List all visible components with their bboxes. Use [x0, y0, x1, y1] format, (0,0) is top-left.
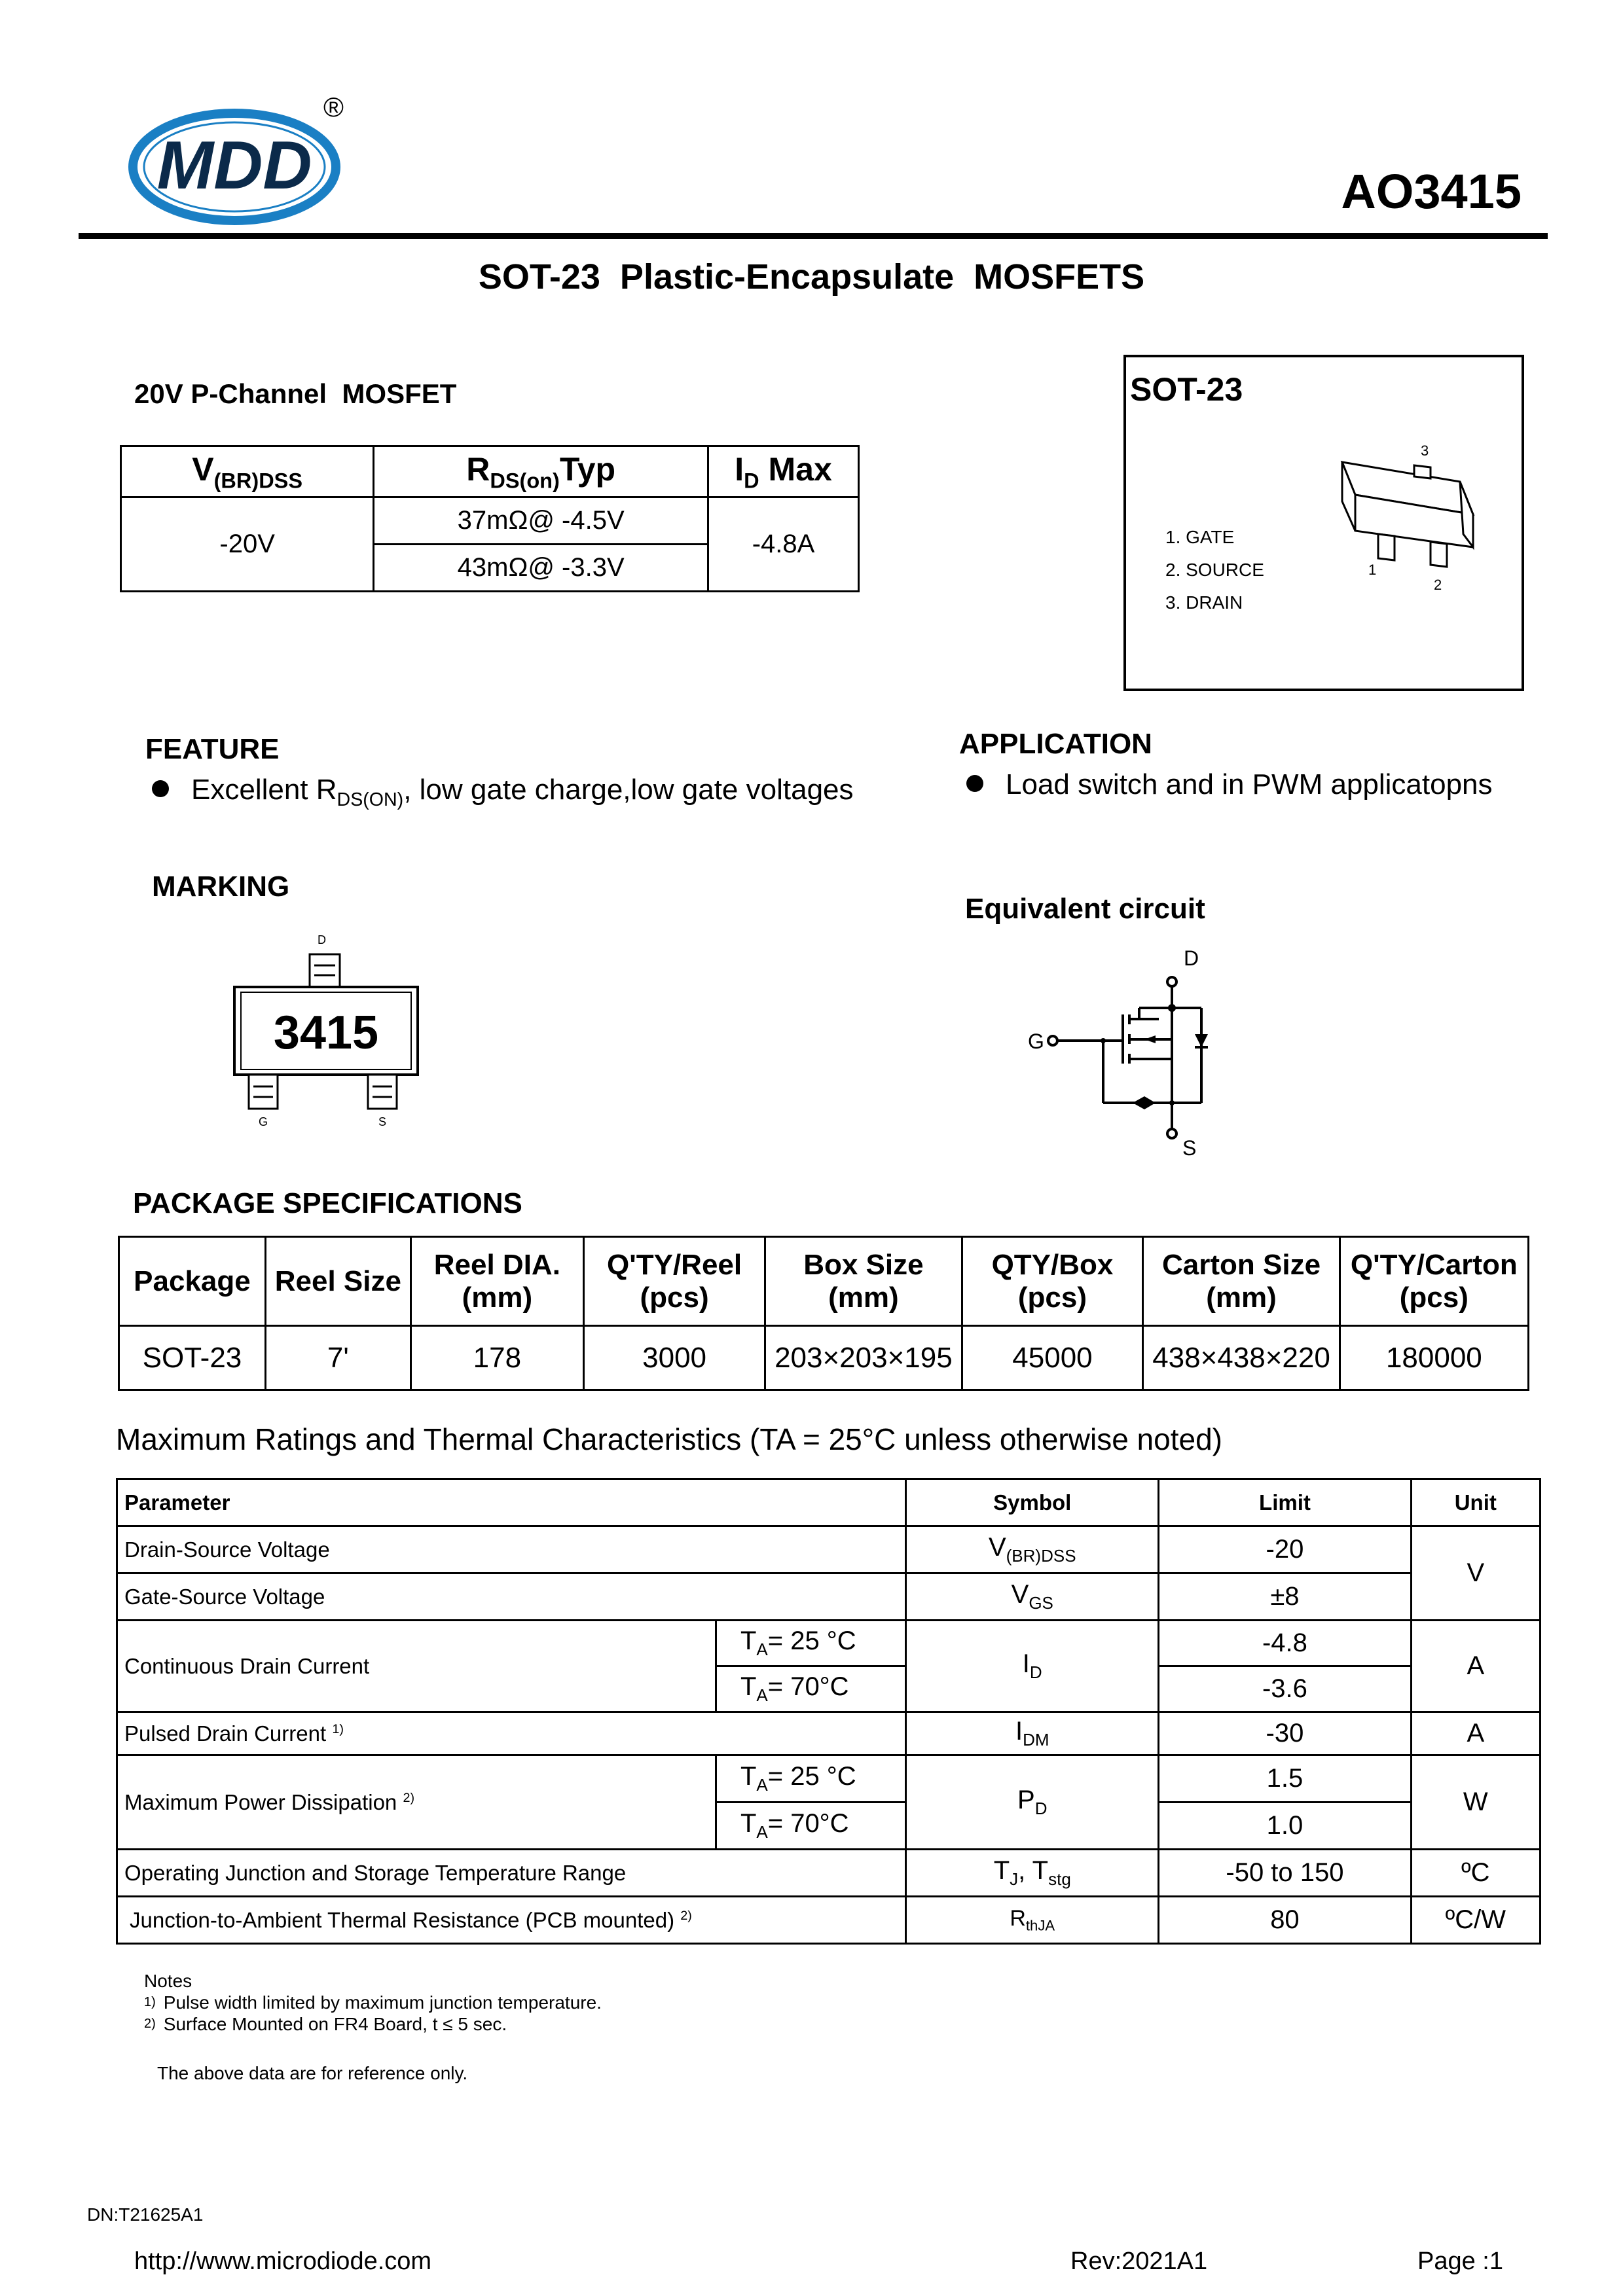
rds-header: $R_{DS(on)}Typ$: [374, 446, 708, 497]
pin-gate: 1. GATE: [1165, 527, 1235, 547]
revision: Rev:2021A1: [1070, 2248, 1208, 2275]
bullet-icon: [152, 780, 169, 797]
marking-pin-s: S: [378, 1115, 387, 1128]
package-spec-title: PACKAGE SPECIFICATIONS: [133, 1187, 522, 1219]
circuit-title: Equivalent circuit: [965, 893, 1205, 925]
summary-table: [120, 445, 860, 592]
max-row-idm: Pulsed Drain Current $^{1)}$ $I_{DM}$ -30 A: [117, 1712, 1541, 1755]
spec-cell-package: SOT-23: [119, 1326, 266, 1390]
vdss-value: -20V: [121, 497, 374, 592]
circuit-label-g: G: [1028, 1030, 1044, 1053]
spec-header-reel-dia: Reel DIA. (mm): [410, 1237, 583, 1326]
registered-mark: ®: [323, 92, 344, 122]
package-box: [1123, 355, 1524, 691]
package-spec-header-row: [119, 1237, 1529, 1326]
note-2: 2) Surface Mounted on FR4 Board, t ≤ 5 sec.: [144, 2014, 507, 2034]
spec-cell-qty-box: 45000: [962, 1326, 1143, 1390]
pin-list: [1165, 521, 1264, 619]
max-row-id-70: $T_A= 70^\circ C$ -3.6: [117, 1666, 1541, 1712]
spec-cell-qty-carton: 180000: [1340, 1326, 1528, 1390]
reference-note: The above data are for reference only.: [157, 2063, 468, 2083]
spec-cell-qty-reel: 3000: [583, 1326, 765, 1390]
marking-drawing: [223, 929, 432, 1139]
id-header: $I_D$ Max: [708, 446, 859, 497]
bullet-icon: [966, 775, 983, 792]
part-number: AO3415: [1341, 164, 1522, 219]
max-row-id-25: Continuous Drain Current $T_A= 25$ °C $I_D$ -4.8 A: [117, 1621, 1541, 1666]
marking-code: 3415: [273, 1007, 379, 1059]
circuit-label-s: S: [1182, 1136, 1197, 1160]
id-value: -4.8A: [708, 497, 859, 592]
notes: [144, 1970, 602, 2035]
circuit-label-d: D: [1184, 946, 1199, 970]
max-row-pd-70: $T_A= 70^\circ C$ 1.0: [117, 1803, 1541, 1850]
spec-cell-reel-size: 7': [265, 1326, 410, 1390]
feature-item: Excellent $R_{DS(ON)}$, low gate charge,low gate voltages: [152, 774, 854, 811]
max-header-limit: Limit: [1159, 1479, 1411, 1526]
application-item: Load switch and in PWM applicatopns: [966, 768, 1493, 801]
logo: [128, 105, 344, 229]
spec-header-qty-reel: Q'TY/Reel (pcs): [583, 1237, 765, 1326]
spec-cell-reel-dia: 178: [410, 1326, 583, 1390]
document-number: DN:T21625A1: [87, 2204, 204, 2225]
package-box-title: SOT-23: [1130, 371, 1243, 408]
marking-pin-d: D: [318, 933, 326, 946]
max-row-vds: Drain-Source Voltage $V_{(BR)DSS}$ -20 V: [117, 1526, 1541, 1573]
spec-cell-carton-size: 438×438×220: [1143, 1326, 1340, 1390]
spec-cell-box-size: 203×203×195: [765, 1326, 962, 1390]
marking-pin-g: G: [259, 1115, 268, 1128]
note-1: 1) Pulse width limited by maximum junction temperature.: [144, 1992, 602, 2013]
spec-header-box-size: Box Size (mm): [765, 1237, 962, 1326]
pin-number-2: 2: [1434, 577, 1442, 593]
pin-number-3: 3: [1421, 442, 1429, 459]
max-ratings-table: [116, 1478, 1541, 1945]
max-ratings-header-row: [117, 1479, 1541, 1526]
max-ratings-title: Maximum Ratings and Thermal Characteristics (TA = 25°C unless otherwise noted): [116, 1422, 1222, 1456]
pin-drain: 3. DRAIN: [1165, 592, 1243, 613]
equivalent-circuit-diagram: [1028, 942, 1244, 1165]
max-header-unit: Unit: [1411, 1479, 1540, 1526]
package-spec-row: [119, 1326, 1529, 1390]
max-header-symbol: Symbol: [906, 1479, 1159, 1526]
package-spec-table: [118, 1236, 1529, 1391]
marking-title: MARKING: [152, 870, 290, 903]
page-title: SOT-23 Plastic-Encapsulate MOSFETS: [478, 257, 1145, 296]
pin-source: 2. SOURCE: [1165, 560, 1264, 580]
pin-number-1: 1: [1368, 562, 1377, 578]
rds-value-1: 37mΩ@ -4.5V: [374, 497, 708, 545]
notes-title: Notes: [144, 1971, 192, 1991]
max-row-pd-25: Maximum Power Dissipation $^{2)}$ $T_A= 25$ °C $P_D$ 1.5 W: [117, 1755, 1541, 1803]
max-row-vgs: Gate-Source Voltage $V_{GS}$ ±8: [117, 1573, 1541, 1621]
website-link[interactable]: http://www.microdiode.com: [134, 2248, 432, 2275]
spec-header-qty-carton: Q'TY/Carton (pcs): [1340, 1237, 1528, 1326]
header-rule: [79, 233, 1548, 239]
spec-header-carton-size: Carton Size (mm): [1143, 1237, 1340, 1326]
max-header-parameter: Parameter: [117, 1479, 906, 1526]
logo-mark: [128, 105, 344, 229]
logo-text: MDD: [156, 128, 312, 204]
subtitle: 20V P-Channel MOSFET: [134, 378, 457, 409]
rds-value-2: 43mΩ@ -3.3V: [374, 545, 708, 592]
spec-header-qty-box: QTY/Box (pcs): [962, 1237, 1143, 1326]
application-title: APPLICATION: [959, 728, 1152, 760]
vdss-header: $V_{(BR)DSS}$: [121, 446, 374, 497]
spec-header-reel-size: Reel Size: [265, 1237, 410, 1326]
max-row-tj: Operating Junction and Storage Temperature Range $T_J$, $T_{stg}$ -50 to 150 ºC: [117, 1850, 1541, 1897]
max-row-rthja: Junction-to-Ambient Thermal Resistance (PCB mounted) $^{2)}$ $R_{thJA}$ 80 ºC/W: [117, 1897, 1541, 1944]
sot23-package-drawing: [1316, 429, 1519, 600]
feature-title: FEATURE: [145, 733, 280, 765]
spec-header-package: Package: [119, 1237, 266, 1326]
page-number: Page :1: [1417, 2248, 1503, 2275]
